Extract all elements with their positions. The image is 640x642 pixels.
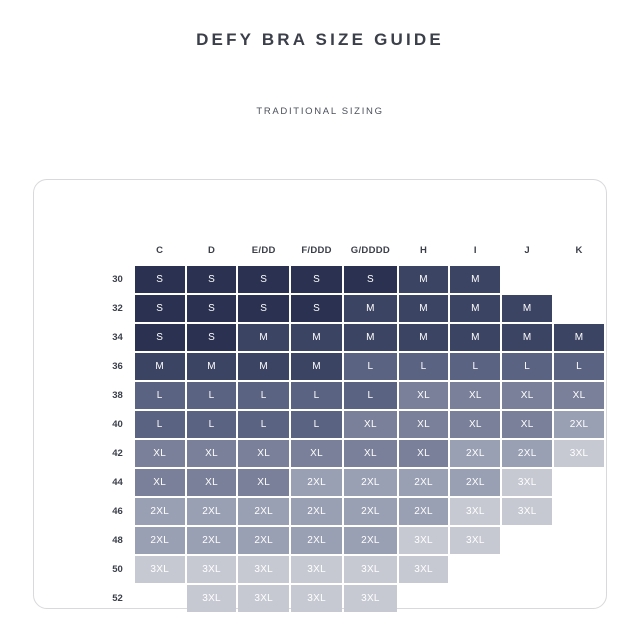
size-cell: 3XL (554, 440, 604, 467)
size-cell: 2XL (291, 527, 342, 554)
size-cell: 2XL (399, 469, 449, 496)
table-row (96, 585, 604, 612)
size-cell: XL (450, 411, 500, 438)
row-header: 46 (112, 506, 123, 517)
size-cell: XL (502, 411, 552, 438)
size-cell: XL (399, 440, 449, 467)
size-cell: 2XL (554, 411, 604, 438)
size-cell: XL (291, 440, 342, 467)
size-cell: 2XL (187, 498, 237, 525)
size-cell: S (238, 295, 288, 322)
size-cell: 3XL (187, 556, 237, 583)
column-header: D (207, 245, 216, 256)
size-cell: M (238, 353, 288, 380)
size-cell: M (554, 324, 604, 351)
table-header-row (96, 237, 604, 264)
column-header: C (156, 245, 164, 256)
size-cell-empty (554, 527, 604, 554)
size-cell: L (238, 411, 288, 438)
column-header: E/DD (251, 245, 276, 256)
size-cell-empty (135, 585, 185, 612)
size-cell: M (399, 266, 449, 293)
size-cell: 2XL (344, 527, 396, 554)
table-row (96, 556, 604, 583)
size-cell: M (502, 324, 552, 351)
size-cell: L (135, 411, 185, 438)
size-cell: 2XL (399, 498, 449, 525)
page-title: DEFY BRA SIZE GUIDE (196, 30, 444, 49)
corner-cell (96, 237, 133, 264)
row-header: 34 (112, 332, 123, 343)
size-cell-empty (502, 266, 552, 293)
table-row (96, 469, 604, 496)
size-cell: 3XL (291, 585, 342, 612)
size-cell: XL (502, 382, 552, 409)
column-header: G/DDDD (350, 245, 391, 256)
size-cell: XL (238, 440, 288, 467)
size-cell: S (187, 324, 237, 351)
size-cell-empty (502, 556, 552, 583)
size-cell: S (187, 295, 237, 322)
table-row (96, 295, 604, 322)
size-chart-card (33, 179, 607, 609)
size-cell: 3XL (238, 585, 288, 612)
size-cell: 2XL (344, 498, 396, 525)
size-cell: 2XL (187, 527, 237, 554)
row-header: 50 (112, 564, 123, 575)
size-cell: 2XL (291, 469, 342, 496)
size-cell: 3XL (502, 498, 552, 525)
row-header: 48 (112, 535, 123, 546)
size-cell: 2XL (291, 498, 342, 525)
size-cell: XL (399, 382, 449, 409)
size-cell: 2XL (238, 527, 288, 554)
size-cell: 2XL (502, 440, 552, 467)
size-cell: M (238, 324, 288, 351)
table-row (96, 498, 604, 525)
size-cell: XL (238, 469, 288, 496)
size-cell-empty (554, 295, 604, 322)
size-cell-empty (399, 585, 449, 612)
size-cell: S (187, 266, 237, 293)
row-header: 44 (112, 477, 123, 488)
table-body (96, 266, 604, 612)
size-cell: M (344, 295, 396, 322)
row-header: 30 (112, 274, 123, 285)
table-row (96, 382, 604, 409)
size-cell: 3XL (135, 556, 185, 583)
size-cell: M (450, 295, 500, 322)
size-cell: XL (399, 411, 449, 438)
size-cell: M (399, 324, 449, 351)
size-cell: 3XL (291, 556, 342, 583)
table-row (96, 353, 604, 380)
column-header: F/DDD (301, 245, 332, 256)
size-cell-empty (554, 556, 604, 583)
size-cell: 3XL (450, 527, 500, 554)
column-header: H (419, 245, 428, 256)
size-cell: L (187, 382, 237, 409)
table-row (96, 440, 604, 467)
size-cell: 2XL (450, 440, 500, 467)
size-cell-empty (554, 498, 604, 525)
size-cell: XL (135, 469, 185, 496)
size-cell-empty (502, 527, 552, 554)
row-header: 36 (112, 361, 123, 372)
size-cell: 2XL (450, 469, 500, 496)
size-cell: L (450, 353, 500, 380)
size-cell: M (344, 324, 396, 351)
size-cell: 3XL (502, 469, 552, 496)
size-cell: M (291, 324, 342, 351)
column-header: J (524, 245, 530, 256)
size-cell: 2XL (135, 527, 185, 554)
table-header (96, 237, 604, 264)
size-cell: 3XL (344, 585, 396, 612)
size-cell: 3XL (399, 527, 449, 554)
size-cell: XL (187, 440, 237, 467)
size-cell: L (291, 411, 342, 438)
row-header: 40 (112, 419, 123, 430)
size-cell-empty (554, 585, 604, 612)
row-header: 42 (112, 448, 123, 459)
size-cell: S (291, 295, 342, 322)
table-row (96, 324, 604, 351)
size-cell: M (187, 353, 237, 380)
size-cell: M (291, 353, 342, 380)
size-cell: 3XL (344, 556, 396, 583)
size-cell: S (291, 266, 342, 293)
size-cell: XL (344, 440, 396, 467)
size-cell: L (291, 382, 342, 409)
size-cell: 2XL (238, 498, 288, 525)
size-cell: 3XL (187, 585, 237, 612)
size-cell: 3XL (450, 498, 500, 525)
size-cell: XL (344, 411, 396, 438)
size-cell: XL (135, 440, 185, 467)
size-cell: L (344, 353, 396, 380)
size-cell: 3XL (238, 556, 288, 583)
size-cell: L (344, 382, 396, 409)
size-cell: S (135, 266, 185, 293)
size-cell: S (238, 266, 288, 293)
size-cell-empty (554, 266, 604, 293)
table-row (96, 266, 604, 293)
size-cell: L (187, 411, 237, 438)
size-cell: 2XL (135, 498, 185, 525)
size-cell: M (399, 295, 449, 322)
size-cell-empty (450, 556, 500, 583)
sizing-subtitle: TRADITIONAL SIZING (256, 106, 384, 117)
size-chart-table (94, 235, 606, 614)
column-header: K (575, 245, 583, 256)
size-cell: 3XL (399, 556, 449, 583)
size-cell: 2XL (344, 469, 396, 496)
column-header: I (473, 245, 477, 256)
size-cell-empty (554, 469, 604, 496)
size-guide-page (0, 30, 640, 604)
size-cell: M (135, 353, 185, 380)
row-header: 32 (112, 303, 123, 314)
row-header: 38 (112, 390, 123, 401)
size-cell: L (135, 382, 185, 409)
size-cell-empty (450, 585, 500, 612)
size-cell: L (238, 382, 288, 409)
size-cell: S (135, 324, 185, 351)
size-cell: S (344, 266, 396, 293)
size-cell: L (554, 353, 604, 380)
size-cell: M (450, 324, 500, 351)
table-row (96, 411, 604, 438)
row-header: 52 (112, 593, 123, 604)
size-cell: XL (187, 469, 237, 496)
size-cell: L (502, 353, 552, 380)
size-cell: M (450, 266, 500, 293)
size-cell-empty (502, 585, 552, 612)
table-row (96, 527, 604, 554)
size-cell: S (135, 295, 185, 322)
size-cell: M (502, 295, 552, 322)
size-cell: XL (450, 382, 500, 409)
size-cell: L (399, 353, 449, 380)
size-cell: XL (554, 382, 604, 409)
